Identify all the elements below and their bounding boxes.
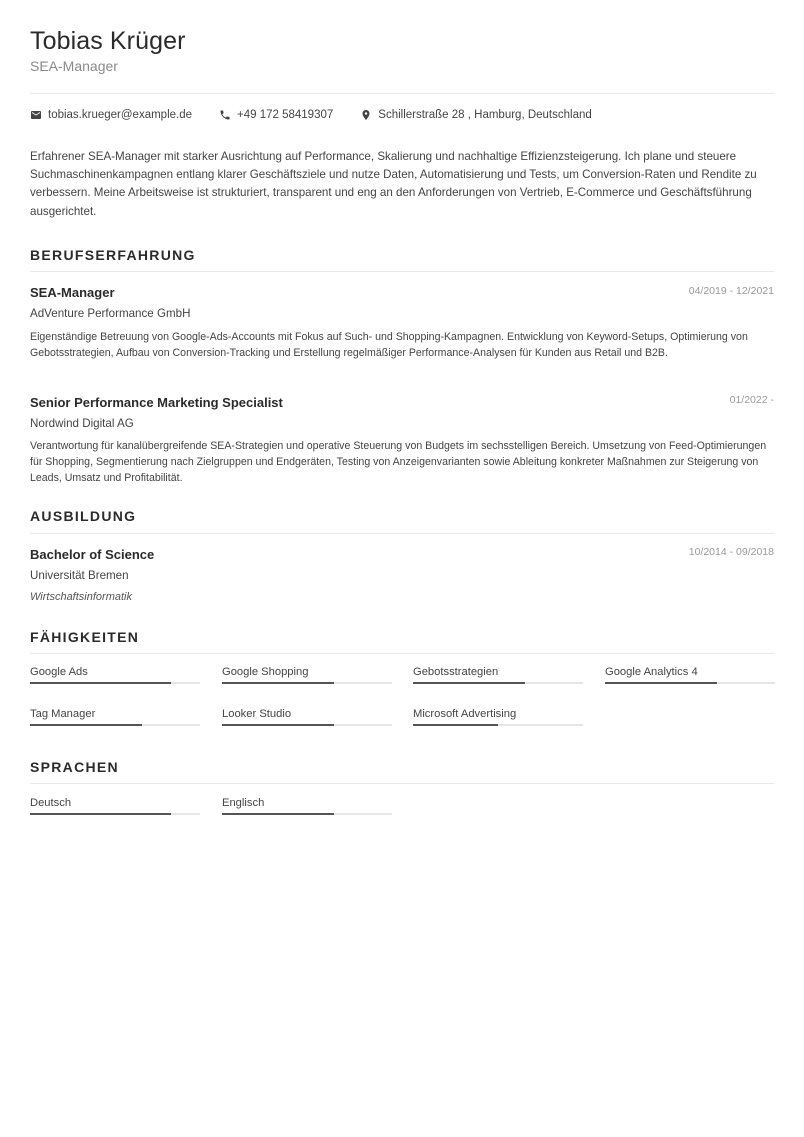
skill-level-bar [222, 682, 392, 684]
skill-item [30, 666, 200, 684]
person-name: Tobias Krüger [30, 27, 186, 55]
field-of-study: Wirtschaftsinformatik [30, 591, 132, 603]
email-text: tobias.krueger@example.de [48, 109, 193, 121]
job-title: Senior Performance Marketing Specialist [30, 395, 283, 410]
section-title-skills: FÄHIGKEITEN [30, 629, 140, 645]
education-divider [30, 533, 774, 534]
contact-address [360, 109, 592, 121]
section-title-languages: SPRACHEN [30, 759, 119, 775]
location-pin-icon [360, 109, 372, 121]
skill-item [605, 666, 775, 684]
language-name: Deutsch [30, 797, 72, 809]
skill-item [222, 708, 392, 726]
section-title-education: AUSBILDUNG [30, 508, 137, 524]
skill-level-fill [222, 724, 334, 726]
school-name: Universität Bremen [30, 569, 129, 582]
skill-name: Google Shopping [222, 666, 309, 678]
mail-icon [30, 109, 42, 121]
profile-summary: Erfahrener SEA-Manager mit starker Ausrichtung auf Performance, Skalierung und nachhaltige Effizienzsteigerung. Ich plane und steuere Suchmaschinenkampagnen entlang klarer Geschäftsziele und nutze Daten, Automatisierung und Tests, um Conversion-Raten und Rendite zu verbessern. Meine Arbeitsweise ist strukturiert, transparent und eng an den Anforderungen von Vertrieb, E-Commerce und Geschäftsführung ausgerichtet. [30, 150, 757, 218]
phone-icon [219, 109, 231, 121]
language-name: Englisch [222, 797, 265, 809]
skill-item [413, 708, 583, 726]
language-item [30, 797, 200, 815]
contact-bar [30, 109, 619, 121]
skill-level-bar [30, 682, 200, 684]
skill-level-bar [605, 682, 775, 684]
language-level-bar [30, 813, 200, 815]
skill-level-bar [413, 682, 583, 684]
skill-level-fill [413, 724, 498, 726]
job-date: 04/2019 - 12/2021 [688, 285, 774, 297]
job-company: AdVenture Performance GmbH [30, 307, 191, 320]
contact-phone[interactable] [219, 109, 333, 121]
job-title: SEA-Manager [30, 285, 115, 300]
address-text: Schillerstraße 28 , Hamburg, Deutschland [378, 109, 592, 121]
skill-level-bar [30, 724, 200, 726]
experience-divider [30, 271, 774, 272]
skill-name: Gebotsstrategien [413, 666, 499, 678]
contact-email[interactable] [30, 109, 192, 121]
job-description: Verantwortung für kanalübergreifende SEA-Strategien und operative Steuerung von Budgets im sechsstelligen Bereich. Umsetzung von Feed-Optimierungen für Shopping, Segmentierung nach Zielgruppen und Endgeräten, Testing von Anzeigenvarianten sowie Ableitung konkreter Maßnahmen zur Steigerung von Leads, Umsatz und Profitabilität. [30, 440, 767, 484]
skill-level-fill [413, 682, 525, 684]
skill-name: Google Analytics 4 [605, 666, 698, 678]
section-title-experience: BERUFSERFAHRUNG [30, 247, 196, 263]
job-description: Eigenständige Betreuung von Google-Ads-Accounts mit Fokus auf Such- und Shopping-Kampagnen. Entwicklung von Keyword-Setups, Optimierung von Gebotsstrategien, Aufbau von Conversion-Tracking und Erstellung regelmäßiger Performance-Analysen für Kunden aus Retail und B2B. [30, 331, 748, 359]
language-level-bar [222, 813, 392, 815]
person-role: SEA-Manager [30, 58, 118, 74]
skills-divider [30, 653, 774, 654]
skill-item [222, 666, 392, 684]
skill-item [413, 666, 583, 684]
skill-level-bar [413, 724, 583, 726]
skill-level-bar [222, 724, 392, 726]
skill-name: Looker Studio [222, 708, 292, 720]
phone-text: +49 172 58419307 [237, 109, 334, 121]
education-date: 10/2014 - 09/2018 [688, 546, 774, 558]
languages-divider [30, 783, 774, 784]
language-level-fill [222, 813, 334, 815]
skill-item [30, 708, 200, 726]
skill-name: Microsoft Advertising [413, 708, 517, 720]
skill-level-fill [30, 682, 171, 684]
skill-name: Google Ads [30, 666, 88, 678]
header-divider [30, 93, 774, 94]
skill-level-fill [222, 682, 334, 684]
language-item [222, 797, 392, 815]
skill-name: Tag Manager [30, 708, 96, 720]
skill-level-fill [30, 724, 142, 726]
job-company: Nordwind Digital AG [30, 417, 134, 430]
skill-level-fill [605, 682, 717, 684]
job-date: 01/2022 - [729, 394, 774, 406]
language-level-fill [30, 813, 171, 815]
degree-title: Bachelor of Science [30, 547, 155, 562]
